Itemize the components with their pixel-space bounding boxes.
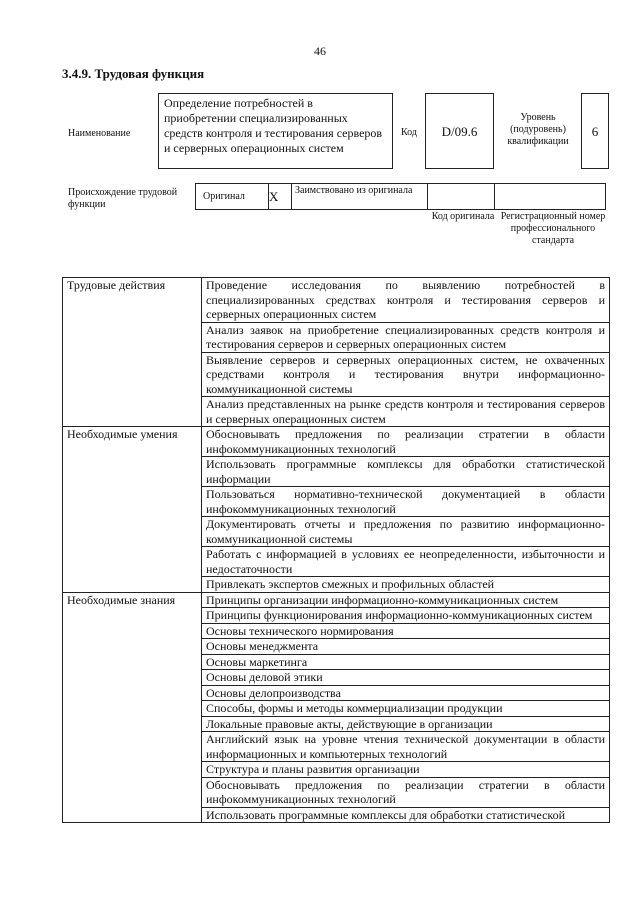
name-label: Наименование [68,128,131,139]
item-cell: Основы деловой этики [202,670,610,686]
origin-label: Происхождение трудовой функции [68,187,178,210]
qualification-level-box: 6 [581,93,609,169]
item-cell: Анализ представленных на рынке средств контроля и тестирования серверов и серверных операционных систем [202,397,610,427]
item-cell: Принципы функционирования информационно-коммуникационных систем [202,608,610,624]
table-row [63,592,610,608]
original-code-label: Код оригинала [431,211,495,222]
section-title: 3.4.9. Трудовая функция [62,66,205,81]
item-cell: Основы маркетинга [202,654,610,670]
item-cell: Анализ заявок на приобретение специализированных средств контроля и тестирования серверов и серверных операционных систем [202,322,610,352]
origin-row [196,183,609,210]
borrowed-cell: Заимствовано из оригинала [291,183,428,210]
page-number: 46 [314,44,326,58]
code-label: Код [401,127,417,138]
function-details-table [62,277,610,823]
function-code-box: D/09.6 [425,93,494,169]
item-cell: Пользоваться нормативно-технической документацией в области инфокоммуникационных технологий [202,487,610,517]
item-cell: Привлекать экспертов смежных и профильных областей [202,577,610,593]
item-cell: Структура и планы развития организации [202,762,610,778]
table-row [63,427,610,457]
category-cell: Необходимые умения [63,427,202,593]
item-cell: Выявление серверов и серверных операционных систем, не охваченных средствами контроля и тестирования внутри информационно-коммуникационной системы [202,352,610,397]
category-cell: Трудовые действия [63,278,202,427]
function-name-box: Определение потребностей в приобретении специализированных средств контроля и тестирования серверов и серверных операционных систем [158,93,393,169]
item-cell: Использовать программные комплексы для обработки статистической информации [202,457,610,487]
item-cell: Документировать отчеты и предложения по развитию информационно-коммуникационной системы [202,517,610,547]
item-cell: Обосновывать предложения по реализации стратегии в области инфокоммуникационных технологий [202,427,610,457]
item-cell: Способы, формы и методы коммерциализации продукции [202,701,610,717]
item-cell: Основы технического нормирования [202,623,610,639]
original-mark-cell: X [268,183,292,210]
function-details-body [63,278,610,823]
registration-number-label: Регистрационный номер профессионального стандарта [500,211,606,246]
item-cell: Использовать программные комплексы для обработки статистической [202,807,610,823]
item-cell: Английский язык на уровне чтения технической документации в области информационных и компьютерных технологий [202,732,610,762]
item-cell: Основы делопроизводства [202,685,610,701]
item-cell: Проведение исследования по выявлению потребностей в специализированных средствах контроля и тестирования серверов и серверных операционных систем [202,278,610,323]
item-cell: Работать с информацией в условиях ее неопределенности, избыточности и недостаточности [202,547,610,577]
original-code-cell [427,183,495,210]
category-cell: Необходимые знания [63,592,202,823]
item-cell: Обосновывать предложения по реализации стратегии в области инфокоммуникационных технологий [202,777,610,807]
item-cell: Локальные правовые акты, действующие в организации [202,716,610,732]
registration-number-cell [494,183,606,210]
original-cell: Оригинал [195,183,269,210]
item-cell: Основы менеджмента [202,639,610,655]
qualification-level-label: Уровень (подуровень) квалификации [507,112,569,147]
item-cell: Принципы организации информационно-коммуникационных систем [202,592,610,608]
table-row [63,278,610,323]
